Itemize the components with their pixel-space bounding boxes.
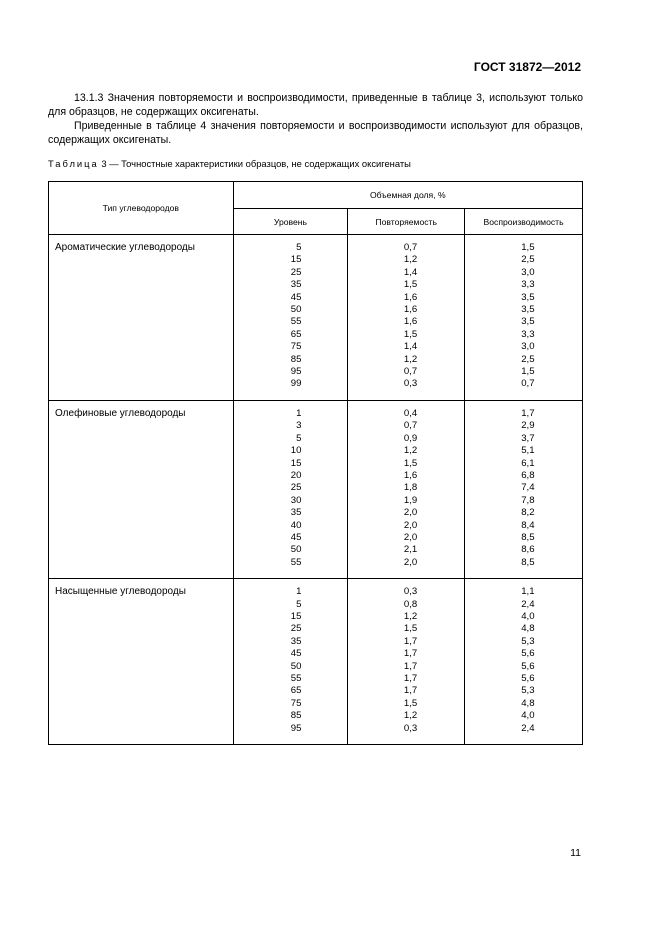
reproducibility-cell-value: 8,6 (521, 544, 535, 556)
reproducibility-cell-value: 5,3 (521, 685, 535, 697)
repeatability-cell (348, 685, 465, 697)
paragraph-13-1-3: 13.1.3 Значения повторяемости и воспроизводимости, приведенные в таблице 3, используют только для образцов, не содержащих оксигенаты. (48, 92, 583, 118)
repeatability-cell-value: 0,3 (403, 378, 418, 390)
reproducibility-cell-value: 5,3 (521, 635, 535, 647)
reproducibility-cell (465, 636, 583, 648)
level-cell-value: 45 (290, 531, 302, 543)
level-cell-value: 20 (290, 469, 302, 481)
header-level: Уровень (233, 209, 348, 235)
level-cell (233, 495, 348, 507)
repeatability-cell (348, 648, 465, 660)
level-cell (233, 433, 348, 445)
level-cell-value: 75 (290, 341, 302, 353)
level-cell (233, 723, 348, 745)
repeatability-cell-value: 0,9 (403, 432, 418, 444)
level-cell (233, 599, 348, 611)
level-cell (233, 673, 348, 685)
level-cell-value: 65 (290, 685, 302, 697)
reproducibility-cell-value: 1,1 (521, 586, 535, 598)
repeatability-cell (348, 279, 465, 291)
page-number: 11 (570, 847, 581, 859)
repeatability-cell (348, 636, 465, 648)
repeatability-cell-value: 1,6 (403, 304, 418, 316)
repeatability-cell (348, 623, 465, 635)
reproducibility-cell (465, 329, 583, 341)
reproducibility-cell-value: 5,6 (521, 660, 535, 672)
repeatability-cell (348, 366, 465, 378)
repeatability-cell-value: 1,7 (403, 660, 418, 672)
repeatability-cell (348, 698, 465, 710)
repeatability-cell (348, 400, 465, 420)
level-cell (233, 710, 348, 722)
repeatability-cell-value: 1,7 (403, 635, 418, 647)
repeatability-cell (348, 470, 465, 482)
table-group (49, 235, 583, 401)
repeatability-cell (348, 482, 465, 494)
repeatability-cell-value: 1,5 (403, 279, 418, 291)
repeatability-cell (348, 520, 465, 532)
reproducibility-cell-value: 8,4 (521, 519, 535, 531)
level-cell-value: 65 (290, 328, 302, 340)
repeatability-cell-value: 1,5 (403, 328, 418, 340)
reproducibility-cell-value: 1,5 (521, 242, 535, 253)
level-cell (233, 648, 348, 660)
reproducibility-cell-value: 3,3 (521, 328, 535, 340)
repeatability-cell-value: 1,8 (403, 482, 418, 494)
paragraph-table-4-note: Приведенные в таблице 4 значения повторяемости и воспроизводимости используют для образцов, содержащих оксигенаты. (48, 120, 583, 146)
level-cell (233, 458, 348, 470)
reproducibility-cell-value: 4,8 (521, 623, 535, 635)
reproducibility-cell-value: 3,7 (521, 432, 535, 444)
reproducibility-cell-value: 5,1 (521, 445, 535, 457)
level-cell (233, 470, 348, 482)
level-cell (233, 507, 348, 519)
hydrocarbon-type-cell: Ароматические углеводороды (49, 235, 234, 401)
level-cell-value: 25 (290, 266, 302, 278)
repeatability-cell (348, 557, 465, 579)
repeatability-cell-value: 1,9 (403, 494, 418, 506)
level-cell-value: 45 (290, 648, 302, 660)
reproducibility-cell-value: 6,8 (521, 469, 535, 481)
level-cell (233, 354, 348, 366)
level-cell-value: 1 (296, 407, 302, 419)
reproducibility-cell (465, 316, 583, 328)
reproducibility-cell (465, 507, 583, 519)
repeatability-cell (348, 611, 465, 623)
repeatability-cell-value: 2,0 (403, 507, 418, 519)
precision-table (48, 181, 583, 745)
repeatability-cell-value: 1,2 (403, 610, 418, 622)
repeatability-cell-value: 1,4 (403, 341, 418, 353)
level-cell-value: 85 (290, 353, 302, 365)
reproducibility-cell (465, 267, 583, 279)
repeatability-cell-value: 1,5 (403, 697, 418, 709)
reproducibility-cell-value: 4,8 (521, 697, 535, 709)
level-cell-value: 30 (290, 494, 302, 506)
reproducibility-cell (465, 366, 583, 378)
level-cell-value: 50 (290, 660, 302, 672)
reproducibility-cell (465, 354, 583, 366)
reproducibility-cell (465, 611, 583, 623)
level-cell-value: 95 (290, 722, 302, 734)
reproducibility-cell-value: 7,4 (521, 482, 535, 494)
repeatability-cell-value: 1,6 (403, 469, 418, 481)
level-cell-value: 15 (290, 254, 302, 266)
level-cell-value: 25 (290, 482, 302, 494)
table-group (49, 579, 583, 745)
level-cell-value: 75 (290, 697, 302, 709)
reproducibility-cell-value: 8,2 (521, 507, 535, 519)
header-hydrocarbon-type: Тип углеводородов (49, 182, 234, 235)
level-cell (233, 378, 348, 400)
table-caption-label: Таблица (48, 158, 99, 169)
level-cell-value: 5 (296, 432, 302, 444)
level-cell (233, 661, 348, 673)
level-cell-value: 99 (290, 378, 302, 390)
level-cell-value: 55 (290, 673, 302, 684)
repeatability-cell (348, 341, 465, 353)
reproducibility-cell (465, 378, 583, 400)
repeatability-cell (348, 495, 465, 507)
level-cell (233, 623, 348, 635)
repeatability-cell (348, 420, 465, 432)
level-cell (233, 482, 348, 494)
level-cell (233, 445, 348, 457)
repeatability-cell (348, 433, 465, 445)
reproducibility-cell (465, 698, 583, 710)
repeatability-cell (348, 445, 465, 457)
reproducibility-cell (465, 279, 583, 291)
repeatability-cell-value: 1,6 (403, 316, 418, 328)
level-cell (233, 698, 348, 710)
level-cell (233, 304, 348, 316)
level-cell-value: 55 (290, 556, 302, 568)
level-cell-value: 85 (290, 710, 302, 722)
reproducibility-cell-value: 3,3 (521, 279, 535, 291)
level-cell (233, 520, 348, 532)
repeatability-cell-value: 0,4 (403, 407, 418, 419)
level-cell (233, 636, 348, 648)
level-cell (233, 611, 348, 623)
reproducibility-cell (465, 661, 583, 673)
hydrocarbon-type-cell: Олефиновые углеводороды (49, 400, 234, 578)
table-caption (48, 158, 411, 169)
level-cell-value: 10 (290, 445, 302, 457)
reproducibility-cell-value: 3,0 (521, 266, 535, 278)
repeatability-cell-value: 0,7 (403, 242, 418, 253)
level-cell (233, 400, 348, 420)
header-reproducibility: Воспроизводимость (465, 209, 583, 235)
reproducibility-cell (465, 579, 583, 599)
repeatability-cell (348, 292, 465, 304)
reproducibility-cell-value: 4,0 (521, 710, 535, 722)
reproducibility-cell-value: 3,5 (521, 304, 535, 316)
reproducibility-cell (465, 673, 583, 685)
repeatability-cell (348, 235, 465, 255)
repeatability-cell (348, 599, 465, 611)
reproducibility-cell (465, 458, 583, 470)
level-cell (233, 557, 348, 579)
reproducibility-cell (465, 520, 583, 532)
reproducibility-cell-value: 2,4 (521, 598, 535, 610)
reproducibility-cell (465, 723, 583, 745)
reproducibility-cell-value: 8,5 (521, 556, 535, 568)
repeatability-cell-value: 1,7 (403, 685, 418, 697)
reproducibility-cell (465, 235, 583, 255)
level-cell-value: 5 (296, 242, 302, 253)
repeatability-cell-value: 2,1 (403, 544, 418, 556)
reproducibility-cell (465, 685, 583, 697)
repeatability-cell (348, 254, 465, 266)
level-cell-value: 1 (296, 586, 302, 598)
reproducibility-cell (465, 532, 583, 544)
reproducibility-cell (465, 623, 583, 635)
header-repeatability: Повторяемость (348, 209, 465, 235)
header-volume-fraction: Объемная доля, % (233, 182, 582, 209)
repeatability-cell-value: 2,0 (403, 519, 418, 531)
repeatability-cell (348, 532, 465, 544)
reproducibility-cell (465, 482, 583, 494)
reproducibility-cell-value: 5,6 (521, 673, 535, 684)
level-cell (233, 685, 348, 697)
repeatability-cell-value: 1,4 (403, 266, 418, 278)
reproducibility-cell (465, 420, 583, 432)
level-cell-value: 55 (290, 316, 302, 328)
reproducibility-cell-value: 5,6 (521, 648, 535, 660)
reproducibility-cell-value: 4,0 (521, 610, 535, 622)
reproducibility-cell (465, 400, 583, 420)
repeatability-cell-value: 1,5 (403, 457, 418, 469)
reproducibility-cell (465, 710, 583, 722)
reproducibility-cell (465, 433, 583, 445)
level-cell-value: 50 (290, 304, 302, 316)
repeatability-cell (348, 544, 465, 556)
table-caption-text: — Точностные характеристики образцов, не содержащих оксигенаты (106, 158, 411, 169)
repeatability-cell (348, 579, 465, 599)
level-cell-value: 3 (296, 420, 302, 432)
table-row (49, 579, 583, 599)
reproducibility-cell (465, 648, 583, 660)
table-row (49, 235, 583, 255)
repeatability-cell-value: 1,6 (403, 291, 418, 303)
level-cell (233, 579, 348, 599)
level-cell-value: 95 (290, 366, 302, 378)
level-cell-value: 5 (296, 598, 302, 610)
repeatability-cell-value: 0,3 (403, 586, 418, 598)
level-cell-value: 15 (290, 610, 302, 622)
repeatability-cell-value: 2,0 (403, 556, 418, 568)
level-cell-value: 25 (290, 623, 302, 635)
repeatability-cell (348, 354, 465, 366)
level-cell (233, 532, 348, 544)
repeatability-cell-value: 0,3 (403, 722, 418, 734)
reproducibility-cell (465, 599, 583, 611)
repeatability-cell (348, 378, 465, 400)
reproducibility-cell-value: 1,7 (521, 407, 535, 419)
table-group (49, 400, 583, 578)
level-cell-value: 15 (290, 457, 302, 469)
repeatability-cell-value: 1,2 (403, 254, 418, 266)
reproducibility-cell (465, 445, 583, 457)
repeatability-cell-value: 1,2 (403, 353, 418, 365)
repeatability-cell-value: 0,7 (403, 366, 418, 378)
level-cell (233, 329, 348, 341)
repeatability-cell (348, 710, 465, 722)
reproducibility-cell-value: 2,4 (521, 722, 535, 734)
reproducibility-cell-value: 3,5 (521, 316, 535, 328)
repeatability-cell (348, 507, 465, 519)
reproducibility-cell (465, 254, 583, 266)
repeatability-cell (348, 329, 465, 341)
repeatability-cell-value: 0,8 (403, 598, 418, 610)
reproducibility-cell-value: 6,1 (521, 457, 535, 469)
reproducibility-cell (465, 544, 583, 556)
level-cell (233, 420, 348, 432)
level-cell-value: 45 (290, 291, 302, 303)
repeatability-cell (348, 661, 465, 673)
hydrocarbon-type-cell: Насыщенные углеводороды (49, 579, 234, 745)
reproducibility-cell (465, 495, 583, 507)
repeatability-cell (348, 304, 465, 316)
reproducibility-cell (465, 557, 583, 579)
repeatability-cell-value: 1,2 (403, 710, 418, 722)
level-cell (233, 267, 348, 279)
level-cell (233, 341, 348, 353)
standard-code: ГОСТ 31872—2012 (473, 60, 581, 74)
reproducibility-cell (465, 304, 583, 316)
repeatability-cell-value: 2,0 (403, 531, 418, 543)
repeatability-cell-value: 1,5 (403, 623, 418, 635)
repeatability-cell (348, 458, 465, 470)
repeatability-cell-value: 0,7 (403, 420, 418, 432)
reproducibility-cell-value: 2,9 (521, 420, 535, 432)
repeatability-cell (348, 673, 465, 685)
level-cell-value: 35 (290, 635, 302, 647)
table-caption-number: 3 (101, 158, 107, 169)
repeatability-cell-value: 1,2 (403, 445, 418, 457)
reproducibility-cell (465, 292, 583, 304)
reproducibility-cell (465, 470, 583, 482)
repeatability-cell-value: 1,7 (403, 648, 418, 660)
level-cell (233, 316, 348, 328)
repeatability-cell (348, 316, 465, 328)
level-cell (233, 279, 348, 291)
table-row (49, 400, 583, 420)
reproducibility-cell-value: 0,7 (521, 378, 535, 390)
repeatability-cell (348, 267, 465, 279)
repeatability-cell (348, 723, 465, 745)
level-cell (233, 254, 348, 266)
reproducibility-cell-value: 7,8 (521, 494, 535, 506)
repeatability-cell-value: 1,7 (403, 673, 418, 684)
level-cell (233, 366, 348, 378)
level-cell-value: 35 (290, 279, 302, 291)
level-cell-value: 35 (290, 507, 302, 519)
reproducibility-cell-value: 3,5 (521, 291, 535, 303)
level-cell-value: 40 (290, 519, 302, 531)
reproducibility-cell-value: 2,5 (521, 254, 535, 266)
reproducibility-cell-value: 3,0 (521, 341, 535, 353)
level-cell (233, 544, 348, 556)
reproducibility-cell-value: 8,5 (521, 531, 535, 543)
level-cell (233, 292, 348, 304)
level-cell (233, 235, 348, 255)
reproducibility-cell-value: 2,5 (521, 353, 535, 365)
reproducibility-cell (465, 341, 583, 353)
level-cell-value: 50 (290, 544, 302, 556)
reproducibility-cell-value: 1,5 (521, 366, 535, 378)
